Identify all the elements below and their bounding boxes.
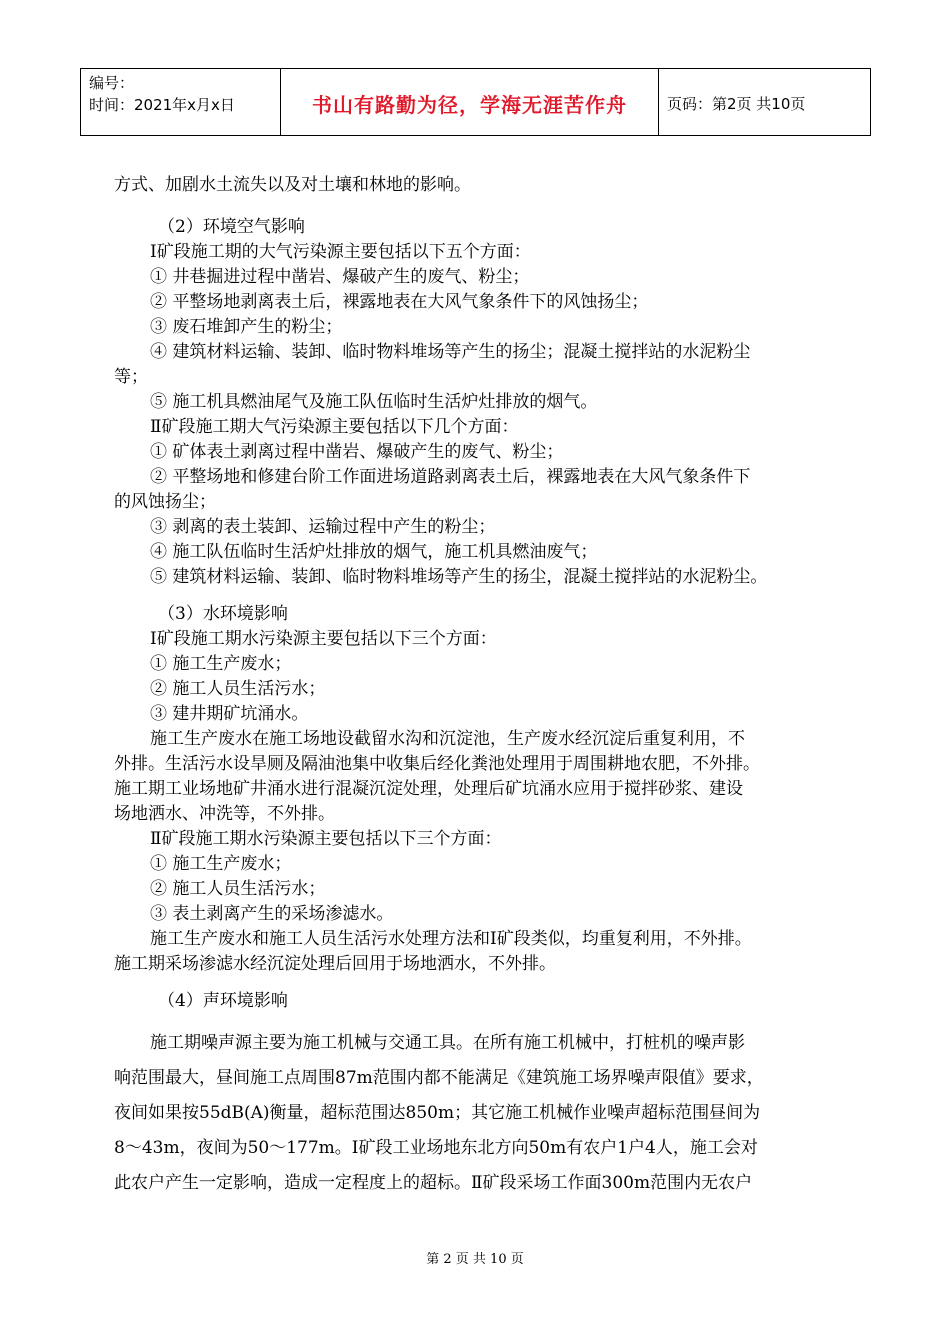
header-meta — [81, 69, 281, 135]
section-heading-air: （2）环境空气影响 — [158, 217, 305, 237]
document-date-label: 时间：2021年x月x日 — [89, 96, 235, 114]
page-footer: 第 2 页 共 10 页 — [426, 1252, 524, 1267]
list-item: ④ 建筑材料运输、装卸、临时物料堆场等产生的扬尘；混凝土搅拌站的水泥粉尘 — [150, 342, 751, 362]
body-line: 施工期采场渗滤水经沉淀处理后回用于场地洒水，不外排。 — [114, 954, 556, 974]
list-item: ④ 施工队伍临时生活炉灶排放的烟气，施工机具燃油废气； — [150, 542, 598, 562]
body-line: Ⅱ矿段施工期水污染源主要包括以下三个方面： — [150, 829, 502, 849]
body-line: 场地洒水、冲洗等，不外排。 — [114, 804, 335, 824]
list-item: ③ 废石堆卸产生的粉尘； — [150, 317, 343, 337]
list-item: ① 施工生产废水； — [150, 654, 292, 674]
list-item: ② 平整场地剥离表土后，裸露地表在大风气象条件下的风蚀扬尘； — [150, 292, 649, 312]
header-page-label: 页码：第2页 共10页 — [667, 94, 806, 113]
list-item: ① 矿体表土剥离过程中凿岩、爆破产生的废气、粉尘； — [150, 442, 564, 462]
body-line: Ⅰ矿段施工期的大气污染源主要包括以下五个方面： — [150, 242, 531, 262]
header-slogan-cell — [281, 69, 659, 135]
body-line: 方式、加剧水土流失以及对土壤和林地的影响。 — [114, 175, 471, 195]
list-item: ③ 剥离的表土装卸、运输过程中产生的粉尘； — [150, 517, 496, 537]
document-number-label: 编号： — [89, 74, 135, 92]
list-item: ⑤ 建筑材料运输、装卸、临时物料堆场等产生的扬尘，混凝土搅拌站的水泥粉尘。 — [150, 567, 768, 587]
body-line: 响范围最大，昼间施工点周围87m范围内都不能满足《建筑施工场界噪声限值》要求， — [114, 1068, 764, 1088]
section-heading-noise: （4）声环境影响 — [158, 991, 288, 1011]
body-line: 夜间如果按55dB(A)衡量，超标范围达850m；其它施工机械作业噪声超标范围昼间为 — [114, 1103, 761, 1123]
list-item-continuation: 的风蚀扬尘； — [114, 492, 216, 512]
body-line: 施工生产废水在施工场地设截留水沟和沉淀池，生产废水经沉淀后重复利用，不 — [150, 729, 745, 749]
list-item: ① 井巷掘进过程中凿岩、爆破产生的废气、粉尘； — [150, 267, 530, 287]
body-line: 外排。生活污水设旱厕及隔油池集中收集后经化粪池处理用于周围耕地农肥，不外排。 — [114, 754, 760, 774]
list-item: ② 施工人员生活污水； — [150, 679, 326, 699]
body-line: 8～43m，夜间为50～177m。Ⅰ矿段工业场地东北方向50m有农户1户4人，施工会对 — [114, 1138, 758, 1158]
list-item-continuation: 等； — [114, 367, 148, 387]
document-body — [114, 168, 844, 1201]
list-item: ③ 建井期矿坑涌水。 — [150, 704, 309, 724]
section-heading-water: （3）水环境影响 — [158, 604, 288, 624]
body-line: 施工生产废水和施工人员生活污水处理方法和Ⅰ矿段类似，均重复利用，不外排。 — [150, 929, 752, 949]
document-header — [80, 68, 871, 136]
body-line: 施工期工业场地矿井涌水进行混凝沉淀处理，处理后矿坑涌水应用于搅拌砂浆、建设 — [114, 779, 743, 799]
list-item: ② 施工人员生活污水； — [150, 879, 326, 899]
body-line: Ⅰ矿段施工期水污染源主要包括以下三个方面： — [150, 629, 497, 649]
list-item: ② 平整场地和修建台阶工作面进场道路剥离表土后，裸露地表在大风气象条件下 — [150, 467, 751, 487]
list-item: ③ 表土剥离产生的采场渗滤水。 — [150, 904, 394, 924]
body-line: 此农户产生一定影响，造成一定程度上的超标。Ⅱ矿段采场工作面300m范围内无农户 — [114, 1173, 753, 1193]
body-line: 施工期噪声源主要为施工机械与交通工具。在所有施工机械中，打桩机的噪声影 — [150, 1033, 745, 1053]
list-item: ① 施工生产废水； — [150, 854, 292, 874]
header-slogan: 书山有路勤为径，学海无涯苦作舟 — [312, 92, 627, 117]
body-line: Ⅱ矿段施工期大气污染源主要包括以下几个方面： — [150, 417, 519, 437]
list-item: ⑤ 施工机具燃油尾气及施工队伍临时生活炉灶排放的烟气。 — [150, 392, 598, 412]
